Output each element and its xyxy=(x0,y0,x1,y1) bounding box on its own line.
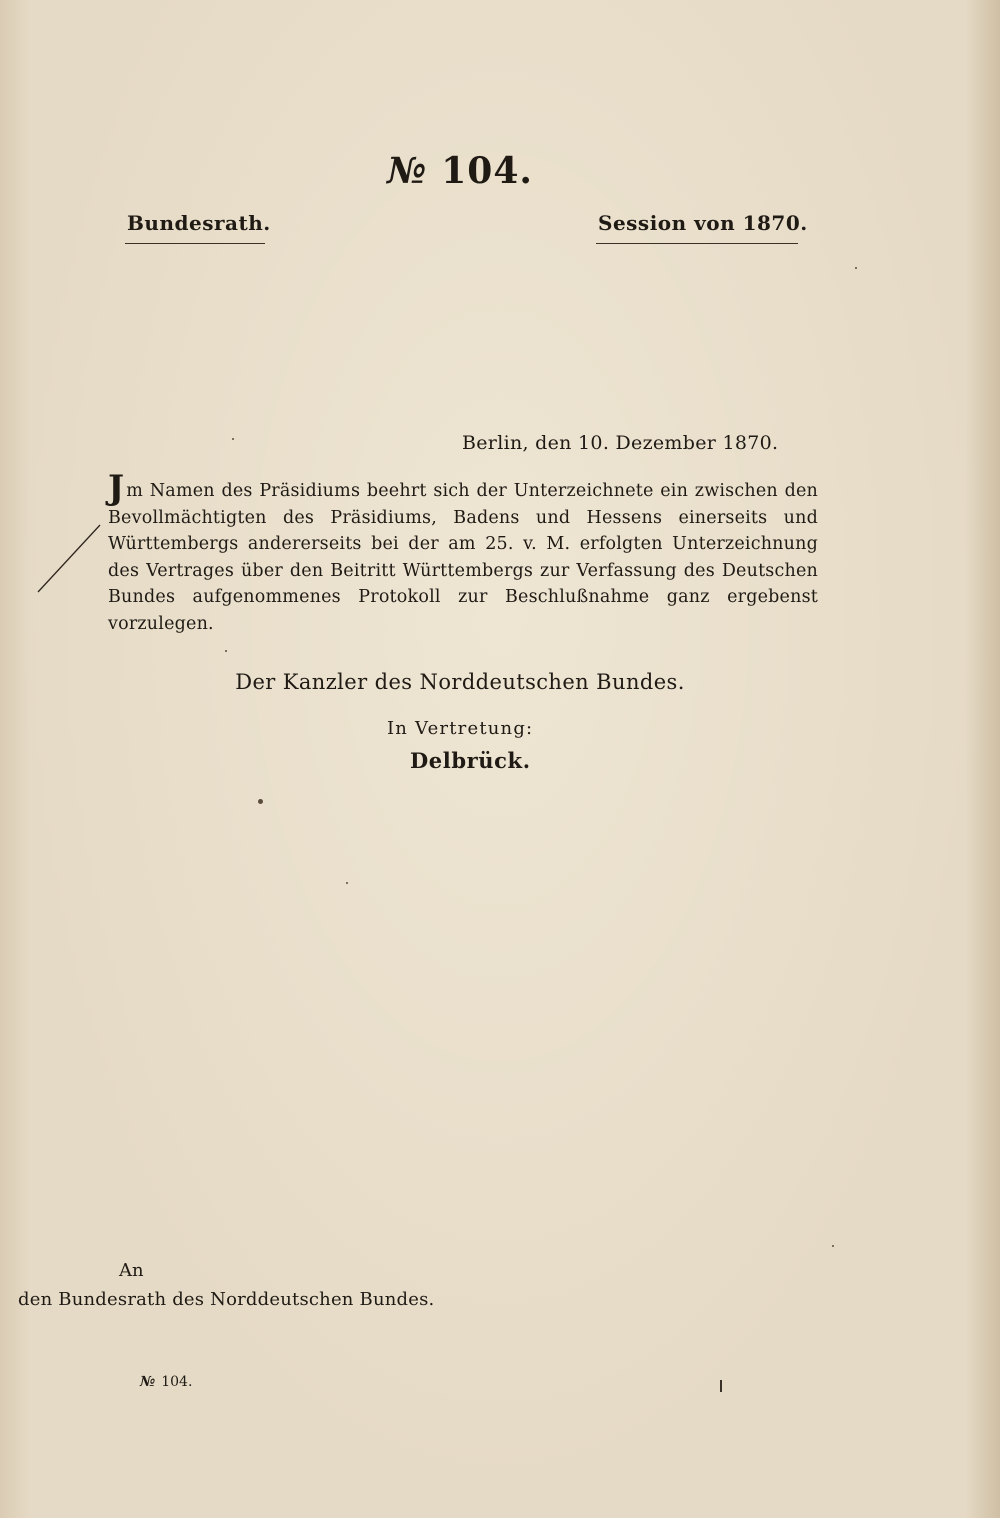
paper-speck xyxy=(832,1245,834,1247)
addressee-recipient: den Bundesrath des Norddeutschen Bundes. xyxy=(18,1289,435,1310)
addressee-an: An xyxy=(119,1260,144,1281)
paper-speck xyxy=(258,799,263,804)
footer-mark xyxy=(720,1380,722,1392)
signer-name: Delbrück. xyxy=(410,748,531,773)
header-session: Session von 1870. xyxy=(598,211,808,235)
body-text: m Namen des Präsidiums beehrt sich der Unterzeichnete ein zwischen den Bevollmächtigten des Präsidiums, Badens und Hessens einerseits und Württembergs andererseits bei der am 25. v. M. erfolgten Unterzeichnung des Vertrages über den Beitritt Württembergs zur Verfassung des Deutschen Bundes aufgenommenes Protokoll zur Beschlußnahme ganz ergebenst vorzulegen. xyxy=(108,481,818,634)
number-sign: № xyxy=(387,150,428,192)
paper-speck xyxy=(225,650,227,652)
number-value: 104. xyxy=(441,150,533,192)
header-right-rule xyxy=(596,243,798,244)
paper-speck xyxy=(346,882,348,884)
footer-number xyxy=(140,1374,192,1390)
paper-speck xyxy=(855,267,857,269)
date-line: Berlin, den 10. Dezember 1870. xyxy=(462,432,779,454)
signature-title: Der Kanzler des Norddeutschen Bundes. xyxy=(235,670,685,694)
body-paragraph xyxy=(108,468,818,637)
footer-number-value: 104. xyxy=(161,1374,193,1390)
margin-pencil-stroke xyxy=(30,520,110,600)
header-bundesrath: Bundesrath. xyxy=(127,211,271,235)
header-left-rule xyxy=(125,243,265,244)
paper-speck xyxy=(232,438,234,440)
footer-number-sign: № xyxy=(140,1374,156,1390)
document-number xyxy=(0,150,920,192)
body-initial: J xyxy=(108,468,125,508)
in-representation: In Vertretung: xyxy=(387,718,534,739)
